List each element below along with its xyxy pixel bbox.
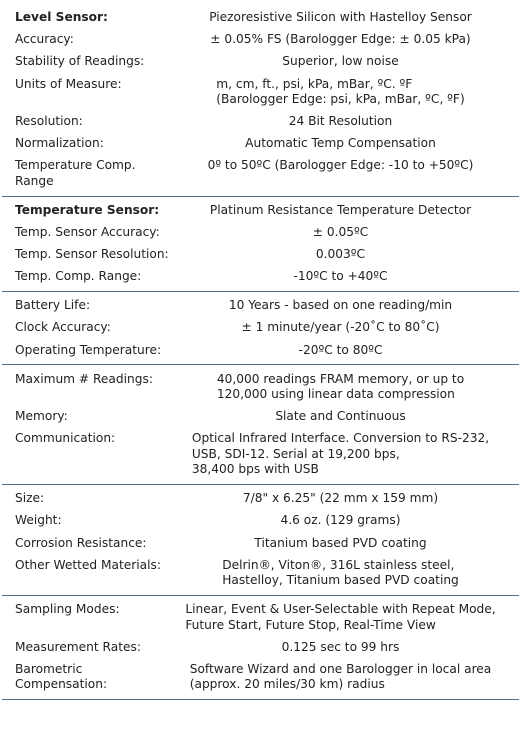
spec-label: Size: bbox=[15, 491, 45, 506]
spec-label: Temperature Sensor: bbox=[15, 202, 160, 217]
spec-section bbox=[2, 7, 519, 197]
spec-row bbox=[2, 532, 519, 554]
spec-row bbox=[2, 111, 519, 133]
spec-value: m, cm, ft., psi, kPa, mBar, ºC. ºF (Barologger Edge: psi, kPa, mBar, ºC, ºF) bbox=[216, 76, 465, 107]
spec-value: 10 Years - based on one reading/min bbox=[228, 298, 453, 313]
spec-row bbox=[2, 295, 519, 317]
spec-label: Barometric Compensation: bbox=[15, 661, 108, 692]
spec-value: -10ºC to +40ºC bbox=[293, 269, 388, 284]
spec-value: 0.003ºC bbox=[315, 247, 366, 262]
spec-label: Battery Life: bbox=[15, 298, 91, 313]
spec-row bbox=[2, 266, 519, 288]
spec-value: 24 Bit Resolution bbox=[288, 114, 393, 129]
spec-label: Measurement Rates: bbox=[15, 639, 141, 654]
spec-value: Software Wizard and one Barologger in local area (approx. 20 miles/30 km) radius bbox=[189, 661, 492, 692]
spec-label: Temp. Comp. Range: bbox=[15, 269, 142, 284]
spec-label: Accuracy: bbox=[15, 32, 74, 47]
spec-row bbox=[2, 659, 519, 697]
spec-section bbox=[2, 596, 519, 700]
spec-value: ± 1 minute/year (-20˚C to 80˚C) bbox=[241, 320, 440, 335]
spec-row bbox=[2, 510, 519, 532]
spec-value: 0.125 sec to 99 hrs bbox=[281, 639, 400, 654]
spec-row bbox=[2, 133, 519, 155]
spec-label: Operating Temperature: bbox=[15, 342, 162, 357]
spec-label: Stability of Readings: bbox=[15, 54, 145, 69]
spec-value: ± 0.05ºC bbox=[312, 225, 369, 240]
spec-row bbox=[2, 554, 519, 592]
spec-label: Other Wetted Materials: bbox=[15, 557, 161, 572]
spec-value: 40,000 readings FRAM memory, or up to 120,000 using linear data compression bbox=[216, 371, 465, 402]
spec-value: 4.6 oz. (129 grams) bbox=[280, 513, 401, 528]
spec-label: Temperature Comp. Range bbox=[15, 158, 136, 188]
spec-label: Temp. Sensor Accuracy: bbox=[15, 225, 160, 240]
spec-row bbox=[2, 488, 519, 510]
spec-value: Optical Infrared Interface. Conversion to RS-232, USB, SDI-12. Serial at 19,200 bps, 38,400 bps with USB bbox=[191, 431, 490, 477]
spec-row bbox=[2, 51, 519, 73]
spec-row bbox=[2, 317, 519, 339]
spec-value: Piezoresistive Silicon with Hastelloy Sensor bbox=[209, 10, 472, 25]
spec-label: Communication: bbox=[15, 431, 116, 446]
spec-label: Sampling Modes: bbox=[15, 602, 120, 617]
spec-value: Delrin®, Viton®, 316L stainless steel, Hastelloy, Titanium based PVD coating bbox=[222, 557, 459, 588]
spec-label: Temp. Sensor Resolution: bbox=[15, 247, 169, 262]
spec-value: Automatic Temp Compensation bbox=[245, 136, 436, 151]
spec-label: Normalization: bbox=[15, 136, 104, 151]
spec-label: Units of Measure: bbox=[15, 76, 122, 91]
spec-label: Level Sensor: bbox=[15, 10, 108, 25]
spec-value: Titanium based PVD coating bbox=[254, 535, 427, 550]
spec-section bbox=[2, 197, 519, 292]
spec-row bbox=[2, 155, 519, 193]
spec-value: ± 0.05% FS (Barologger Edge: ± 0.05 kPa) bbox=[210, 32, 471, 47]
spec-value: Superior, low noise bbox=[282, 54, 399, 69]
spec-label: Corrosion Resistance: bbox=[15, 535, 147, 550]
spec-row bbox=[2, 244, 519, 266]
spec-label: Maximum # Readings: bbox=[15, 371, 153, 386]
spec-value: Slate and Continuous bbox=[275, 409, 406, 424]
spec-label: Memory: bbox=[15, 409, 68, 424]
spec-row bbox=[2, 29, 519, 51]
spec-row bbox=[2, 368, 519, 406]
spec-value: Linear, Event & User-Selectable with Repeat Mode, Future Start, Future Stop, Real-Time View bbox=[185, 602, 496, 632]
spec-value: 0º to 50ºC (Barologger Edge: -10 to +50ºC) bbox=[207, 158, 474, 173]
spec-row bbox=[2, 428, 519, 481]
spec-label: Resolution: bbox=[15, 114, 83, 129]
spec-section bbox=[2, 365, 519, 485]
spec-section bbox=[2, 292, 519, 365]
spec-value: 7/8" x 6.25" (22 mm x 159 mm) bbox=[242, 491, 439, 506]
spec-row bbox=[2, 73, 519, 111]
spec-value: Platinum Resistance Temperature Detector bbox=[209, 202, 472, 217]
spec-label: Weight: bbox=[15, 513, 62, 528]
spec-value: -20ºC to 80ºC bbox=[298, 342, 383, 357]
spec-row bbox=[2, 7, 519, 29]
spec-row bbox=[2, 599, 519, 637]
spec-row bbox=[2, 222, 519, 244]
spec-row bbox=[2, 200, 519, 222]
spec-row bbox=[2, 339, 519, 361]
spec-section bbox=[2, 485, 519, 596]
spec-row bbox=[2, 637, 519, 659]
spec-row bbox=[2, 406, 519, 428]
spec-label: Clock Accuracy: bbox=[15, 320, 111, 335]
